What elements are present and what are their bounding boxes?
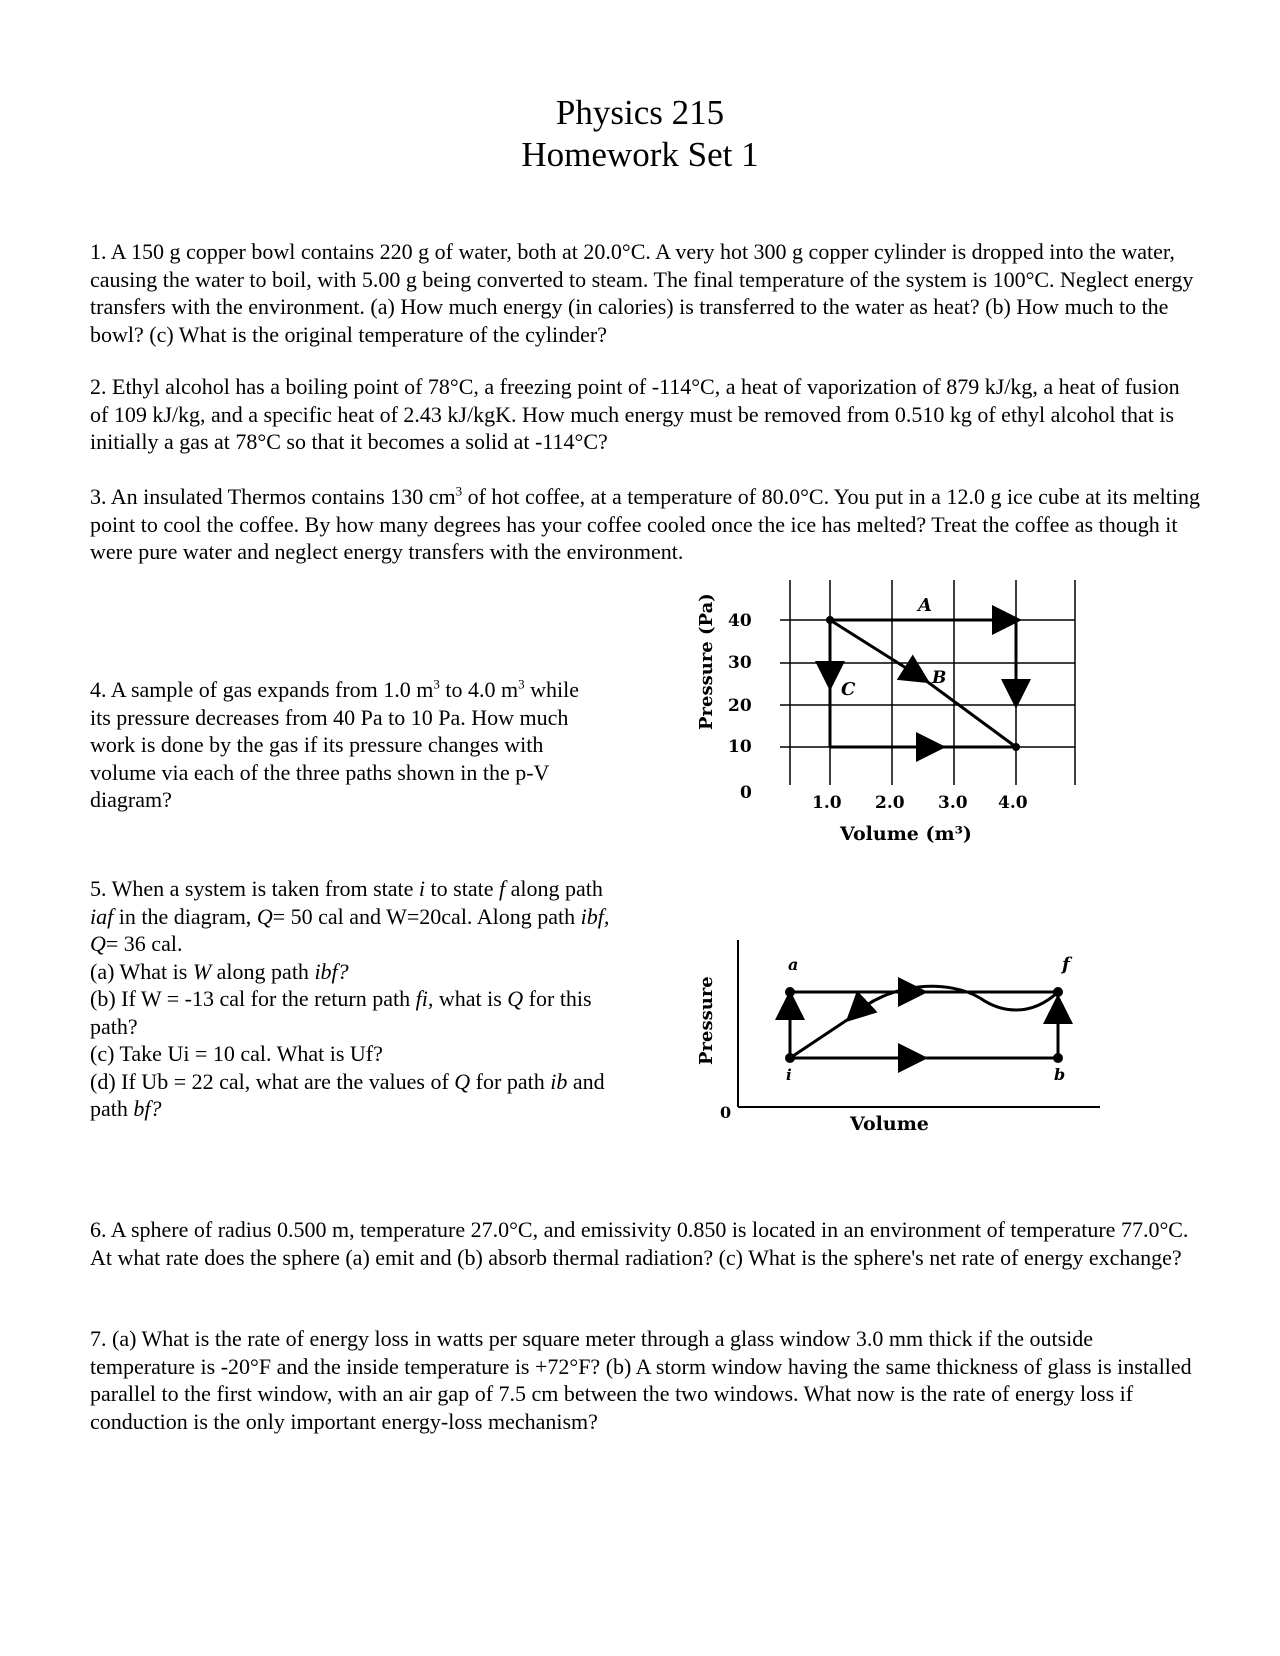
x-tick-2: 2.0 (875, 793, 905, 813)
page-title (0, 92, 1280, 176)
problem-5a: (a) What is W along path ibf? (90, 958, 349, 984)
pv-x-label: Volume (m³) (840, 823, 972, 845)
course-title: Physics 215 (555, 93, 725, 132)
y-tick-40: 40 (728, 611, 752, 631)
path-b-diagonal (830, 620, 925, 680)
problem-1: 1. A 150 g copper bowl contains 220 g of water, both at 20.0°C. A very hot 300 g copper cylinder is dropped into the water, causing the water to boil, with 5.00 g being converted to steam. The final temperature of the system is 100°C. Neglect energy transfers with the environment. (a) How much energy (in calories) is transferred to the water as heat? (b) How much to the bowl? (c) What is the original temperature of the cylinder? (90, 239, 1194, 347)
path-label-c: C (841, 679, 856, 700)
set-title: Homework Set 1 (521, 135, 759, 174)
pv-diagram (696, 585, 1150, 875)
y-tick-0: 0 (740, 783, 752, 803)
point-i: i (786, 1066, 792, 1084)
path-label-a: A (918, 595, 932, 616)
state-diagram (696, 940, 1120, 1140)
problem-3: 3. An insulated Thermos contains 130 $cm^3$ of hot coffee, at a temperature of 80.0°C. You put in a 12.0 g ice cube at its melting point to cool the coffee. By how many degrees has your coffee cooled once the ice has melted? Treat the coffee as though it were pure water and neglect energy transfers with the environment. (90, 483, 1200, 564)
problem-4: 4. A sample of gas expands from 1.0 $m^3$ to 4.0 $m^3$ while its pressure decreases from 40 Pa to 10 Pa. How much work is done by the gas if its pressure changes with volume via each of the three paths shown in the p-V diagram? (90, 676, 580, 812)
problem-5c: (c) Take Ui = 10 cal. What is Uf? (90, 1041, 383, 1066)
x-tick-3: 3.0 (938, 793, 968, 813)
y-tick-10: 10 (728, 737, 752, 757)
origin-label: 0 (720, 1103, 732, 1122)
problem-6: 6. A sphere of radius 0.500 m, temperature 27.0°C, and emissivity 0.850 is located in an environment of temperature 77.0°C. At what rate does the sphere (a) emit and (b) absorb thermal radiation? (c) What is the sphere's net rate of energy exchange? (90, 1217, 1189, 1270)
problem-5-intro: 5. When a system is taken from state i to state f along path iaf in the diagram, Q= 50 cal and W=20cal. Along path ibf, Q= 36 cal. (90, 876, 610, 956)
state-y-label: Pressure (696, 976, 717, 1065)
problem-5 (90, 875, 620, 1123)
point-f: f (1062, 954, 1070, 975)
problem-7: 7. (a) What is the rate of energy loss in watts per square meter through a glass window 3.0 mm thick if the outside temperature is -20°F and the inside temperature is +72°F? (b) A storm window having the same thickness of glass is installed parallel to the first window, with an air gap of 7.5 cm between the two windows. What now is the rate of energy loss if conduction is the only important energy-loss mechanism? (90, 1326, 1192, 1434)
point-b: b (1054, 1065, 1066, 1084)
x-tick-1: 1.0 (812, 793, 842, 813)
y-tick-20: 20 (728, 696, 752, 716)
problem-5b: (b) If W = -13 cal for the return path fi, what is Q for this path? (90, 986, 592, 1039)
problem-5d: (d) If Ub = 22 cal, what are the values of Q for path ib and path bf? (90, 1068, 605, 1121)
problem-2: 2. Ethyl alcohol has a boiling point of 78°C, a freezing point of -114°C, a heat of vaporization of 879 kJ/kg, a heat of fusion of 109 kJ/kg, and a specific heat of 2.43 kJ/kgK. How much energy must be removed from 0.510 kg of ethyl alcohol that is initially a gas at 78°C so that it becomes a solid at -114°C? (90, 374, 1180, 454)
path-label-b: B (932, 668, 947, 688)
pv-y-label: Pressure (Pa) (696, 593, 717, 730)
state-x-label: Volume (850, 1113, 929, 1135)
y-tick-30: 30 (728, 653, 752, 673)
x-tick-4: 4.0 (998, 793, 1028, 813)
point-a: a (788, 955, 799, 974)
pv-paths (830, 620, 1016, 747)
